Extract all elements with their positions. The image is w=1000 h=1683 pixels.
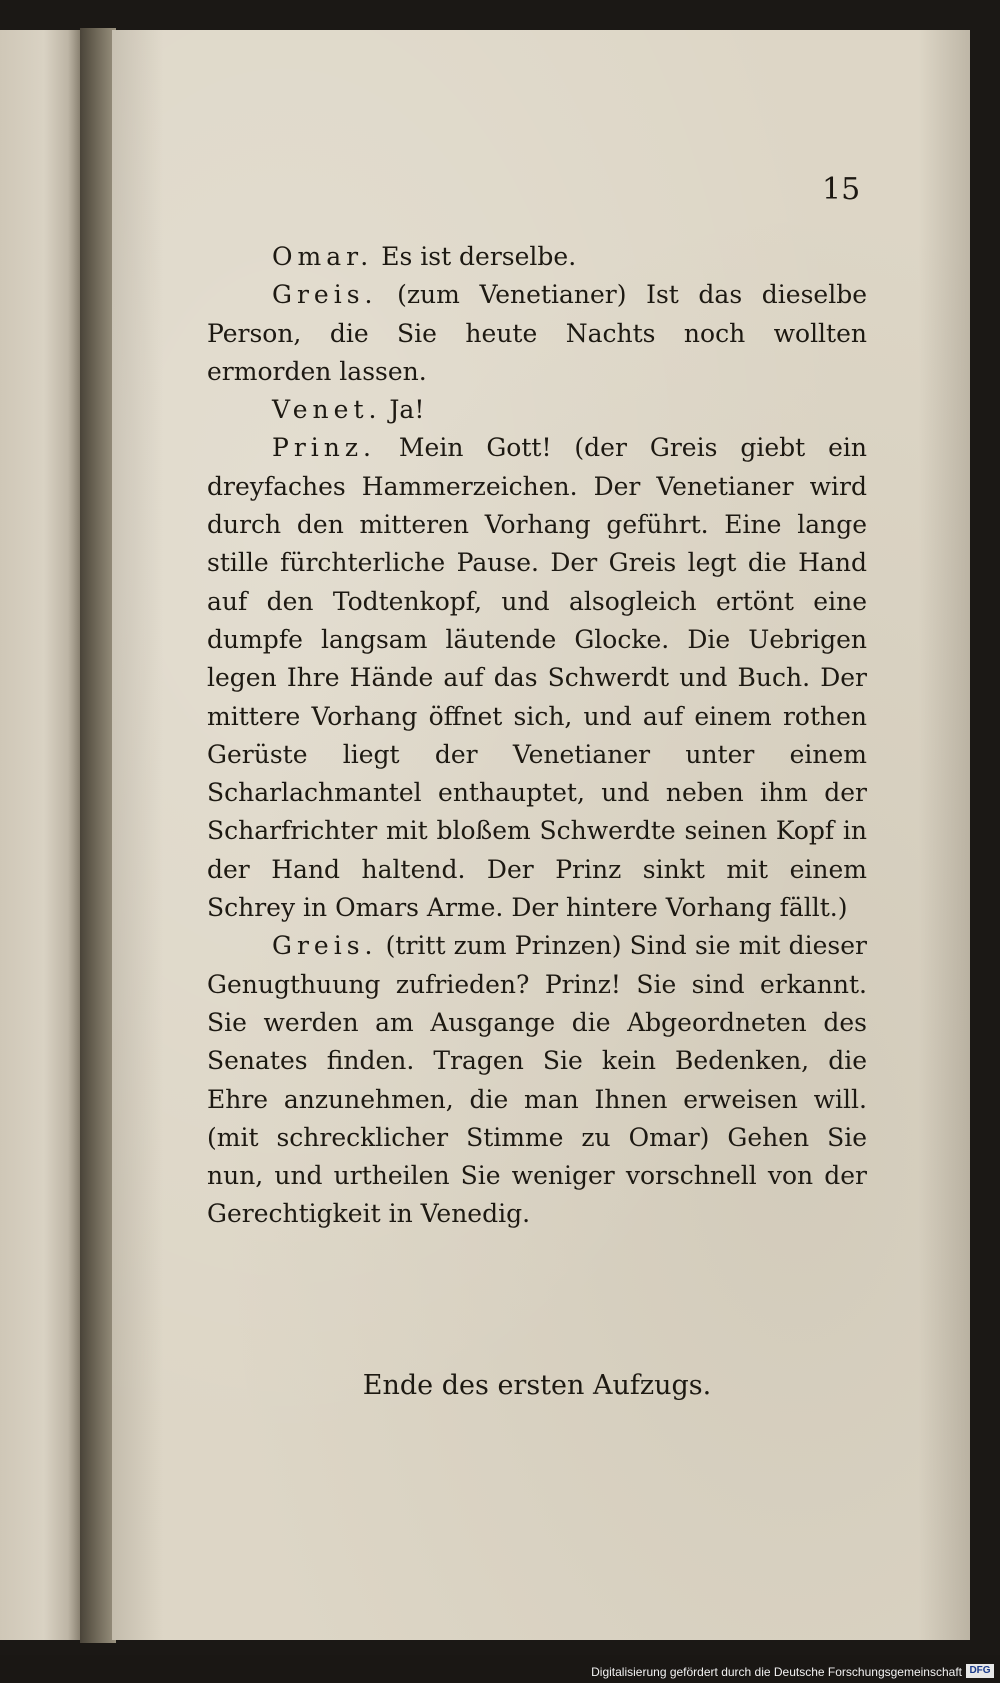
page-number: 15 — [822, 172, 861, 207]
body-text — [207, 238, 867, 1234]
speaker-name: Prinz. — [272, 433, 376, 463]
act-ending: Ende des ersten Aufzugs. — [362, 1370, 712, 1401]
paragraph-text: Ja! — [381, 395, 425, 425]
speaker-name: Greis. — [272, 931, 378, 961]
paragraph-text: Es ist derselbe. — [373, 242, 577, 271]
paragraph-text: (zum Venetianer) Ist das dieselbe Person, die Sie heute Nachts noch wollten ermorden lassen. — [207, 280, 867, 386]
dfg-logo: DFG — [966, 1664, 994, 1678]
digitization-credit: Digitalisierung gefördert durch die Deutsche Forschungsgemeinschaft — [591, 1665, 962, 1679]
paragraph-text: (tritt zum Prinzen) Sind sie mit dieser Genugthuung zufrieden? Prinz! Sie sind erkannt. Sie werden am Ausgange die Abgeordneten des Senates finden. Tragen Sie kein Bedenken, die Ehre anzunehmen, die man Ihnen erweisen will. (mit schrecklicher Stimme zu Omar) Gehen Sie nun, und urtheilen Sie weniger vorschnell von der Gerechtigkeit in Venedig. — [207, 931, 867, 1229]
paragraph-text: Mein Gott! (der Greis giebt ein dreyfaches Hammerzeichen. Der Venetianer wird durch den mitteren Vorhang geführt. Eine lange stille fürchterliche Pause. Der Greis legt die Hand auf den Todtenkopf, und alsogleich ertönt eine dumpfe langsam läutende Glocke. Die Uebrigen legen Ihre Hände auf das Schwerdt und Buch. Der mittere Vorhang öffnet sich, und auf einem rothen Gerüste liegt der Venetianer unter einem Scharlachmantel enthauptet, und neben ihm der Scharfrichter mit bloßem Schwerdte seinen Kopf in der Hand haltend. Der Prinz sinkt mit einem Schrey in Omars Arme. Der hintere Vorhang fällt.) — [207, 433, 867, 923]
book-gutter — [80, 28, 116, 1643]
speaker-name: Venet. — [272, 395, 382, 425]
paragraph-greis-1 — [207, 276, 867, 391]
speaker-name: Omar. — [272, 242, 374, 271]
speaker-name: Greis. — [272, 280, 378, 310]
paragraph-venet — [207, 391, 867, 429]
paragraph-greis-2 — [207, 927, 867, 1233]
facing-page-edge — [0, 30, 80, 1640]
footer-bar — [0, 1655, 1000, 1683]
paragraph-prinz — [207, 429, 867, 927]
paragraph-omar — [207, 238, 867, 276]
